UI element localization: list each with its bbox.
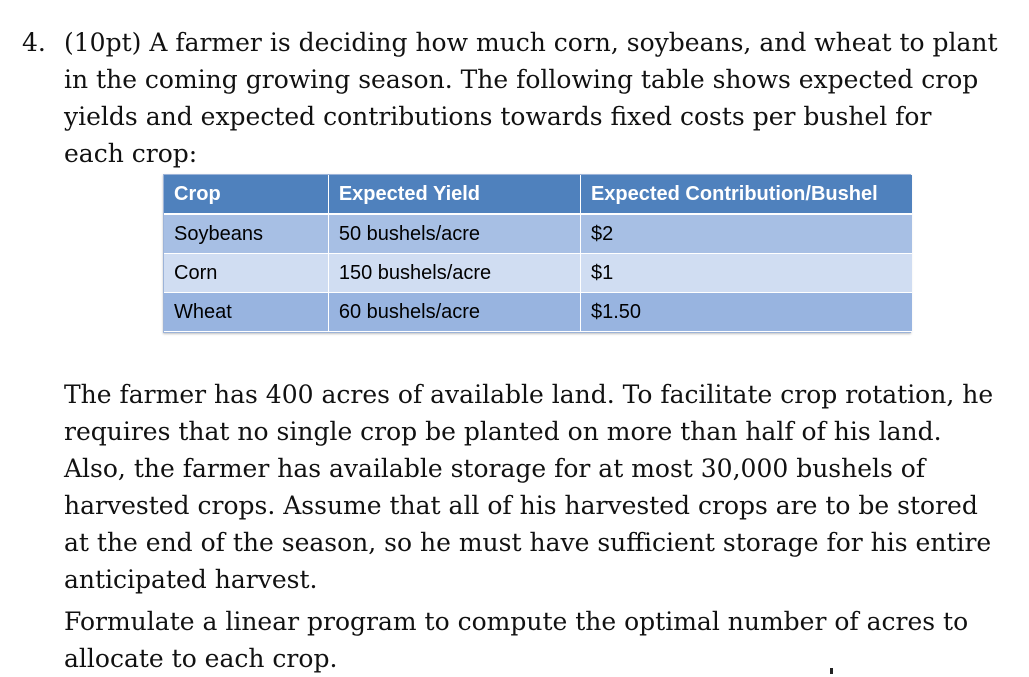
table-row	[164, 293, 912, 332]
table-row	[164, 214, 912, 254]
crop-table-shell	[163, 174, 911, 333]
question-block	[22, 24, 1012, 172]
cell-contribution: $1	[590, 261, 614, 284]
question-header	[22, 24, 1012, 172]
crop-table-head	[164, 175, 912, 214]
header-crop: Crop	[164, 175, 328, 214]
crop-table-body	[164, 214, 912, 332]
text-cursor-mark	[830, 668, 833, 674]
constraints-paragraph: The farmer has 400 acres of available land. To facilitate crop rotation, he requires that no single crop be planted on more than half of his land. Also, the farmer has available storage for at most 30,000 bushels of harvested crops. Assume that all of his harvested crops are to be stored at the end of the season, so he must have sufficient storage for his entire anticipated harvest.	[64, 380, 994, 594]
cell-yield: 150 bushels/acre	[328, 254, 580, 293]
cell-crop: Soybeans	[164, 214, 328, 254]
task-paragraph: Formulate a linear program to compute the optimal number of acres to allocate to each crop.	[64, 607, 969, 673]
cell-contribution: $1.50	[590, 300, 642, 323]
header-expected-contribution: Expected Contribution/Bushel	[580, 175, 912, 214]
table-header-row	[164, 175, 912, 214]
header-expected-yield: Expected Yield	[328, 175, 580, 214]
question-body	[64, 24, 999, 172]
cell-yield: 60 bushels/acre	[328, 293, 580, 332]
crop-table-wrapper	[163, 174, 911, 333]
cell-yield: 50 bushels/acre	[328, 214, 580, 254]
cell-crop: Wheat	[164, 293, 328, 332]
question-intro: (10pt) A farmer is deciding how much corn, soybeans, and wheat to plant in the coming growing season. The following table shows expected crop yields and expected contributions towards fixed costs per bushel for each crop:	[64, 28, 998, 168]
cell-crop: Corn	[164, 254, 328, 293]
table-row	[164, 254, 912, 293]
question-number: 4.	[22, 28, 46, 57]
crop-table	[164, 175, 912, 332]
cell-contribution: $2	[590, 222, 614, 245]
